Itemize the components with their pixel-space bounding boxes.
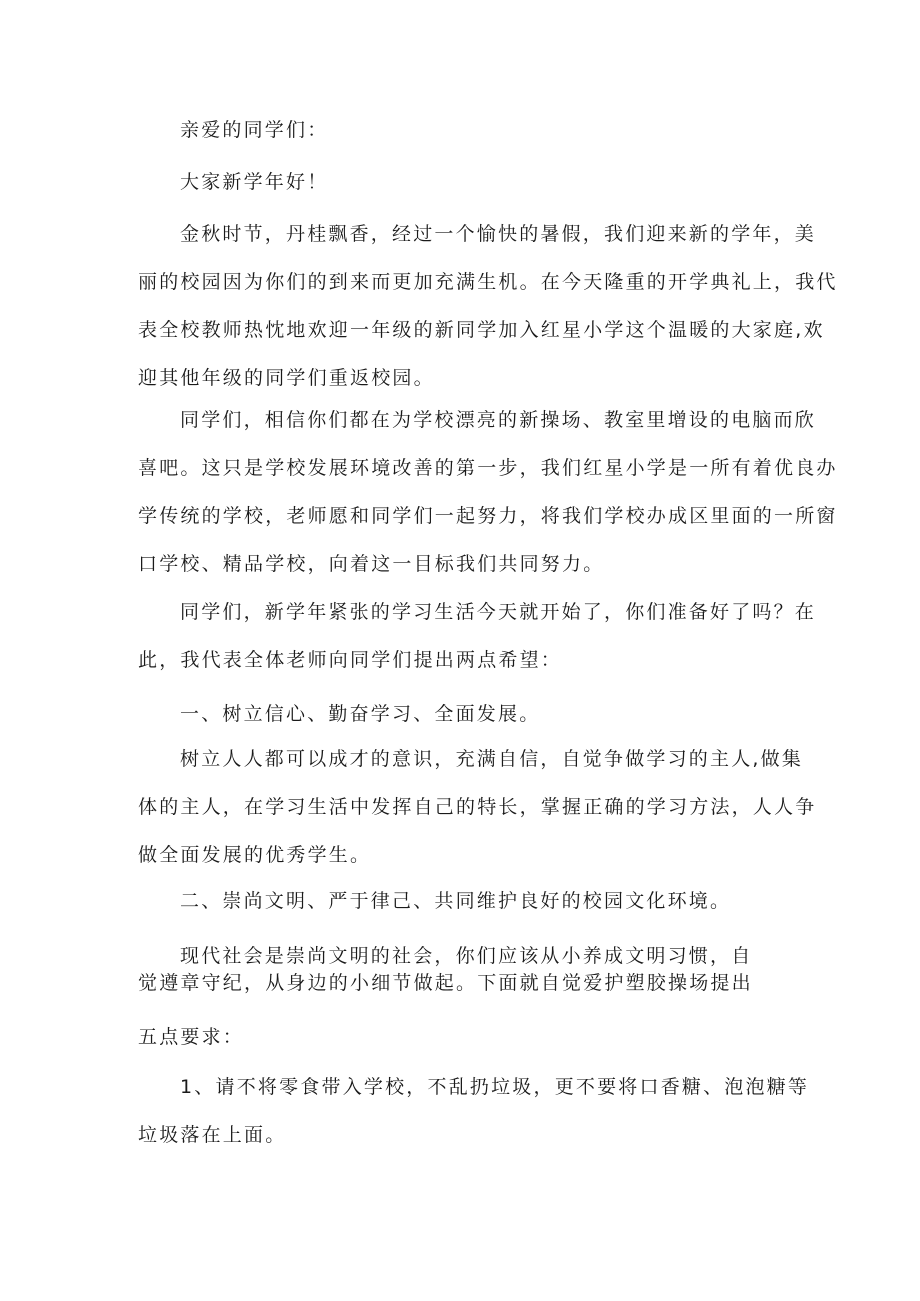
- paragraph-line: 垃圾落在上面。: [138, 1124, 287, 1146]
- paragraph-line: 体的主人，在学习生活中发挥自己的特长，掌握正确的学习方法，人人争: [138, 796, 817, 818]
- heading-1: 一、树立信心、勤奋学习、全面发展。: [180, 703, 541, 725]
- paragraph-line: 同学们，相信你们都在为学校漂亮的新操场、教室里增设的电脑而欣: [180, 409, 817, 431]
- paragraph-3: [138, 588, 817, 684]
- paragraph-line: 迎其他年级的同学们重返校园。: [138, 367, 435, 389]
- paragraph-line: 金秋时节，丹桂飘香，经过一个愉快的暑假，我们迎来新的学年，美: [180, 223, 817, 245]
- paragraph-5-tail: 五点要求：: [138, 1026, 245, 1048]
- paragraph-line: 树立人人都可以成才的意识，充满自信，自觉争做学习的主人,做集: [180, 748, 804, 770]
- paragraph-line: 现代社会是崇尚文明的社会，你们应该从小养成文明习惯，自: [180, 945, 753, 967]
- paragraph-line: 丽的校园因为你们的到来而更加充满生机。在今天隆重的开学典礼上，我代: [138, 271, 838, 293]
- requirement-item-1: [138, 1063, 810, 1159]
- paragraph-2: [138, 396, 838, 588]
- heading-2: 二、崇尚文明、严于律己、共同维护良好的校园文化环境。: [180, 890, 732, 912]
- paragraph-line: 此，我代表全体老师向同学们提出两点希望：: [138, 649, 563, 671]
- paragraph-4: [138, 735, 817, 879]
- paragraph-line: 1、请不将零食带入学校，不乱扔垃圾，更不要将口香糖、泡泡糖等: [180, 1076, 810, 1098]
- paragraph-line: 喜吧。这只是学校发展环境改善的第一步，我们红星小学是一所有着优良办: [138, 457, 838, 479]
- paragraph-line: 觉遵章守纪，从身边的小细节做起。下面就自觉爱护塑胶操场提出: [138, 972, 753, 994]
- paragraph-line: 同学们，新学年紧张的学习生活今天就开始了，你们准备好了吗？在: [180, 601, 817, 623]
- paragraph-line: 口学校、精品学校，向着这一目标我们共同努力。: [138, 553, 605, 575]
- paragraph-line: 表全校教师热忱地欢迎一年级的新同学加入红星小学这个温暖的大家庭,欢: [138, 319, 825, 341]
- salutation: 亲爱的同学们：: [180, 119, 329, 141]
- paragraph-5: [138, 943, 753, 997]
- paragraph-1: [138, 210, 838, 402]
- paragraph-line: 做全面发展的优秀学生。: [138, 844, 372, 866]
- paragraph-line: 学传统的学校，老师愿和同学们一起努力，将我们学校办成区里面的一所窗: [138, 505, 838, 527]
- greeting: 大家新学年好！: [180, 171, 329, 193]
